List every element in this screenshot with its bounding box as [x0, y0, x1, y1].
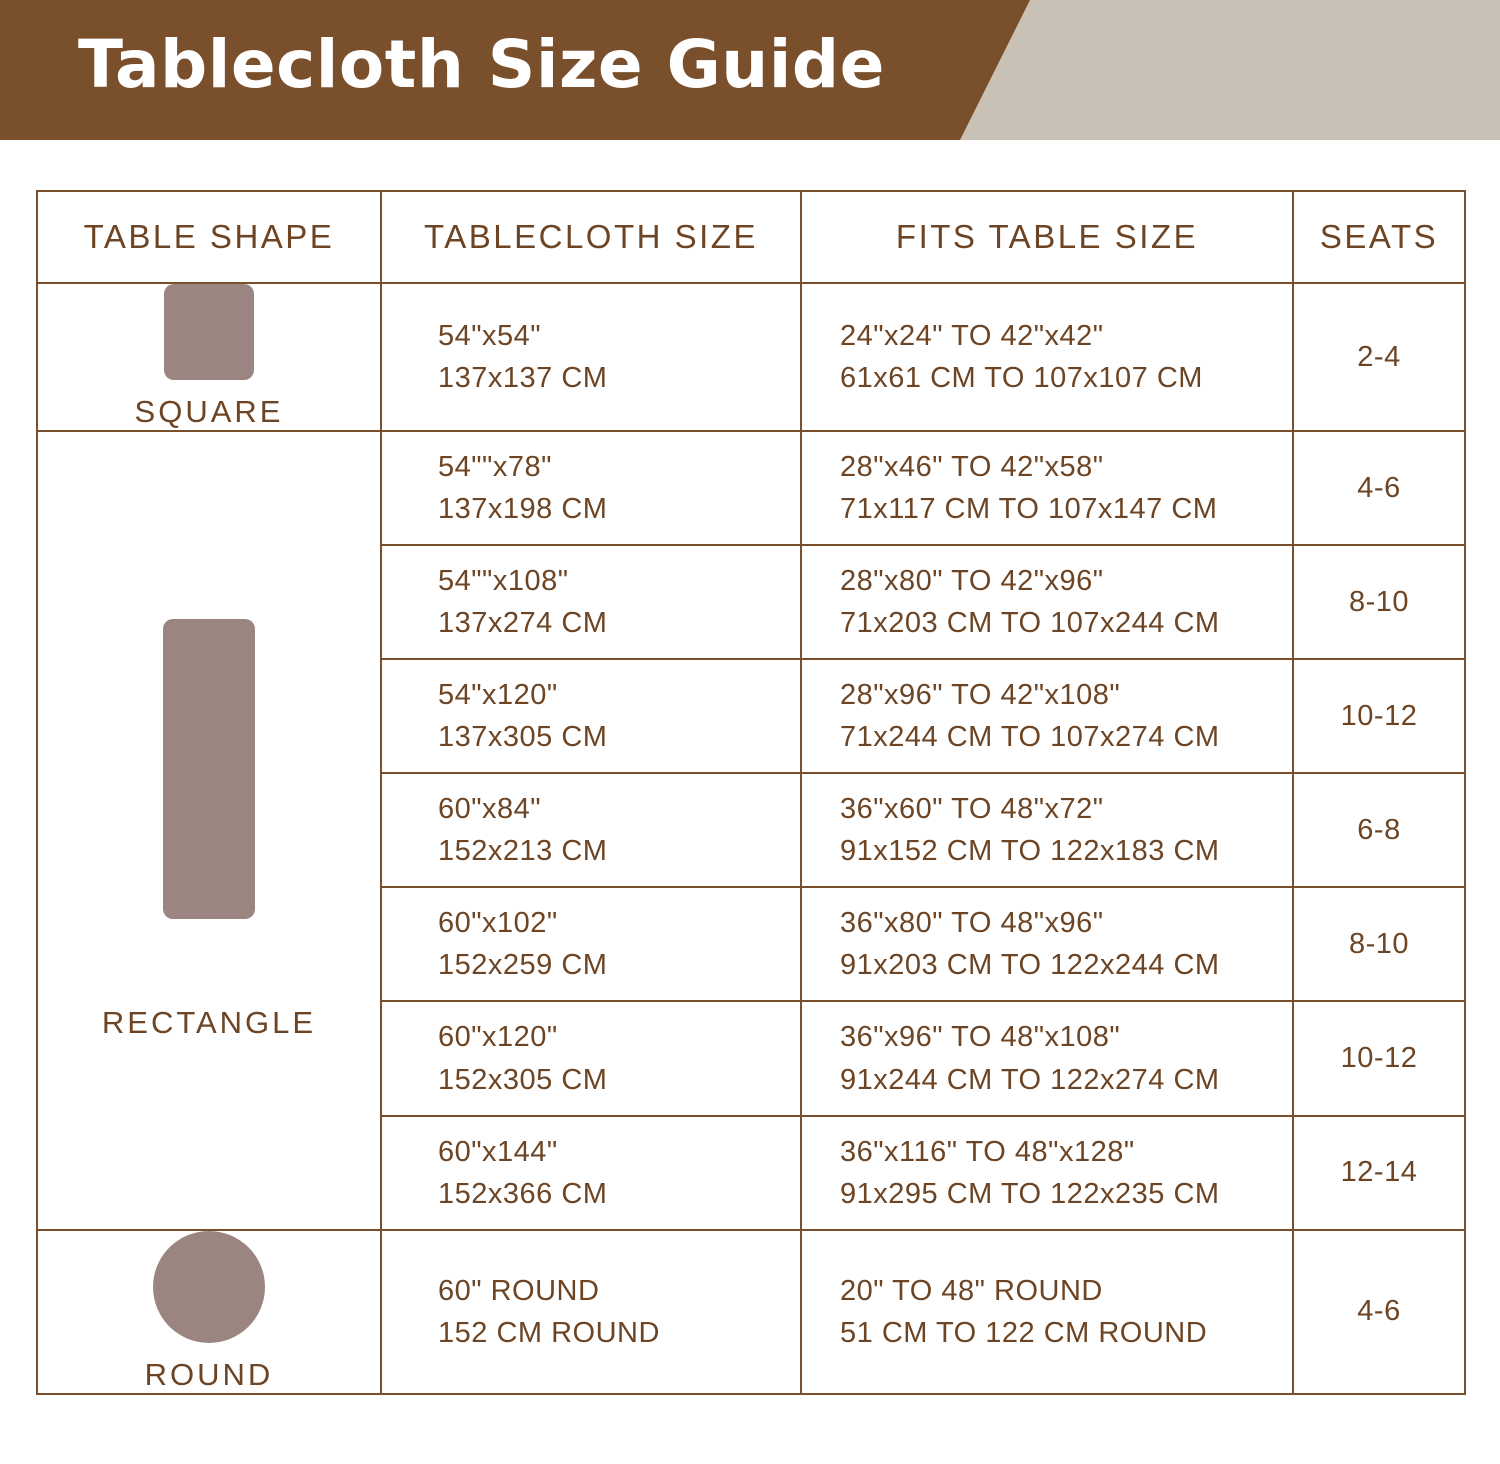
- column-header-seats: SEATS: [1293, 191, 1465, 283]
- size-inches: 60"x144": [438, 1135, 558, 1168]
- size-cell: [381, 431, 801, 545]
- shape-label-rectangle: RECTANGLE: [101, 1005, 317, 1041]
- size-cm: 152x259 CM: [438, 949, 608, 982]
- size-inches: 54""x78": [438, 451, 552, 483]
- size-cell: [381, 1001, 801, 1115]
- size-inches: 54""x108": [438, 565, 569, 598]
- column-header-fits-table-size: FITS TABLE SIZE: [801, 191, 1293, 283]
- size-inches: 60"x84": [438, 793, 542, 826]
- fits-cm: 71x203 CM TO 107x244 CM: [840, 607, 1220, 640]
- seats-cell: [1293, 283, 1465, 431]
- seats-value: 12-14: [1340, 1156, 1418, 1189]
- fits-cm: 91x203 CM TO 122x244 CM: [840, 949, 1220, 982]
- header-banner: [0, 0, 1500, 140]
- fits-cm: 51 CM TO 122 CM ROUND: [840, 1316, 1208, 1349]
- seats-cell: [1293, 659, 1465, 773]
- seats-value: 10-12: [1340, 699, 1418, 732]
- size-guide-table: [36, 190, 1466, 1395]
- shape-cell-round: [37, 1230, 381, 1394]
- fits-cell: [801, 659, 1293, 773]
- seats-cell: [1293, 773, 1465, 887]
- fits-inches: 20" TO 48" ROUND: [840, 1274, 1103, 1307]
- seats-value: 8-10: [1348, 927, 1410, 960]
- fits-cell: [801, 431, 1293, 545]
- size-inches: 60"x120": [438, 1021, 558, 1054]
- seats-value: 4-6: [1357, 471, 1401, 504]
- table-row: [37, 431, 1465, 545]
- seats-value: 10-12: [1340, 1042, 1418, 1075]
- size-cell: [381, 1230, 801, 1394]
- size-cell: [381, 659, 801, 773]
- size-cell: [381, 283, 801, 431]
- seats-value: 4-6: [1357, 1295, 1401, 1328]
- fits-inches: 36"x80" TO 48"x96": [840, 907, 1104, 940]
- size-cell: [381, 887, 801, 1001]
- fits-cm: 71x244 CM TO 107x274 CM: [840, 721, 1220, 754]
- fits-cm: 91x152 CM TO 122x183 CM: [840, 835, 1220, 868]
- fits-cell: [801, 1230, 1293, 1394]
- fits-inches: 28"x46" TO 42"x58": [840, 451, 1104, 483]
- fits-cm: 91x244 CM TO 122x274 CM: [840, 1063, 1220, 1096]
- shape-label-square: SQUARE: [134, 394, 284, 429]
- seats-value: 8-10: [1348, 585, 1410, 618]
- size-guide-table-wrapper: [36, 190, 1464, 1395]
- size-inches: 54"x54": [438, 319, 542, 352]
- fits-cell: [801, 1116, 1293, 1230]
- size-cm: 137x198 CM: [438, 493, 608, 526]
- fits-inches: 36"x60" TO 48"x72": [840, 793, 1104, 826]
- fits-cm: 71x117 CM TO 107x147 CM: [840, 493, 1218, 526]
- size-cell: [381, 773, 801, 887]
- page-title: Tablecloth Size Guide: [78, 26, 885, 103]
- fits-cm: 91x295 CM TO 122x235 CM: [840, 1177, 1220, 1210]
- size-cm: 137x137 CM: [438, 362, 608, 394]
- fits-inches: 28"x80" TO 42"x96": [840, 565, 1104, 598]
- size-inches: 60"x102": [438, 907, 558, 940]
- table-row: [37, 1230, 1465, 1394]
- shape-cell-square: [37, 283, 381, 431]
- seats-value: 2-4: [1357, 340, 1401, 373]
- seats-value: 6-8: [1357, 813, 1401, 846]
- size-inches: 54"x120": [438, 679, 558, 712]
- seats-cell: [1293, 545, 1465, 659]
- shape-cell-rectangle: [37, 431, 381, 1230]
- seats-cell: [1293, 431, 1465, 545]
- size-cm: 152x305 CM: [438, 1063, 608, 1096]
- fits-cell: [801, 773, 1293, 887]
- fits-cell: [801, 283, 1293, 431]
- size-cm: 137x305 CM: [438, 721, 608, 754]
- seats-cell: [1293, 1116, 1465, 1230]
- fits-cell: [801, 887, 1293, 1001]
- size-cm: 137x274 CM: [438, 607, 608, 640]
- shape-label-round: ROUND: [144, 1356, 274, 1392]
- square-shape-icon: [164, 284, 254, 380]
- table-row: [37, 283, 1465, 431]
- size-inches: 60" ROUND: [438, 1274, 600, 1307]
- column-header-tablecloth-size: TABLECLOTH SIZE: [381, 191, 801, 283]
- fits-inches: 36"x116" TO 48"x128": [840, 1135, 1135, 1168]
- fits-cell: [801, 545, 1293, 659]
- seats-cell: [1293, 1001, 1465, 1115]
- fits-cell: [801, 1001, 1293, 1115]
- size-cm: 152x213 CM: [438, 835, 608, 868]
- fits-inches: 36"x96" TO 48"x108": [840, 1021, 1121, 1054]
- fits-cm: 61x61 CM TO 107x107 CM: [840, 362, 1203, 394]
- size-cell: [381, 545, 801, 659]
- size-cm: 152x366 CM: [438, 1177, 608, 1210]
- seats-cell: [1293, 887, 1465, 1001]
- fits-inches: 28"x96" TO 42"x108": [840, 679, 1121, 712]
- circle-shape-icon: [153, 1231, 265, 1343]
- size-cell: [381, 1116, 801, 1230]
- size-cm: 152 CM ROUND: [438, 1316, 660, 1349]
- fits-inches: 24"x24" TO 42"x42": [840, 319, 1104, 352]
- seats-cell: [1293, 1230, 1465, 1394]
- column-header-table-shape: TABLE SHAPE: [37, 191, 381, 283]
- rectangle-shape-icon: [163, 619, 255, 919]
- table-header-row: [37, 191, 1465, 283]
